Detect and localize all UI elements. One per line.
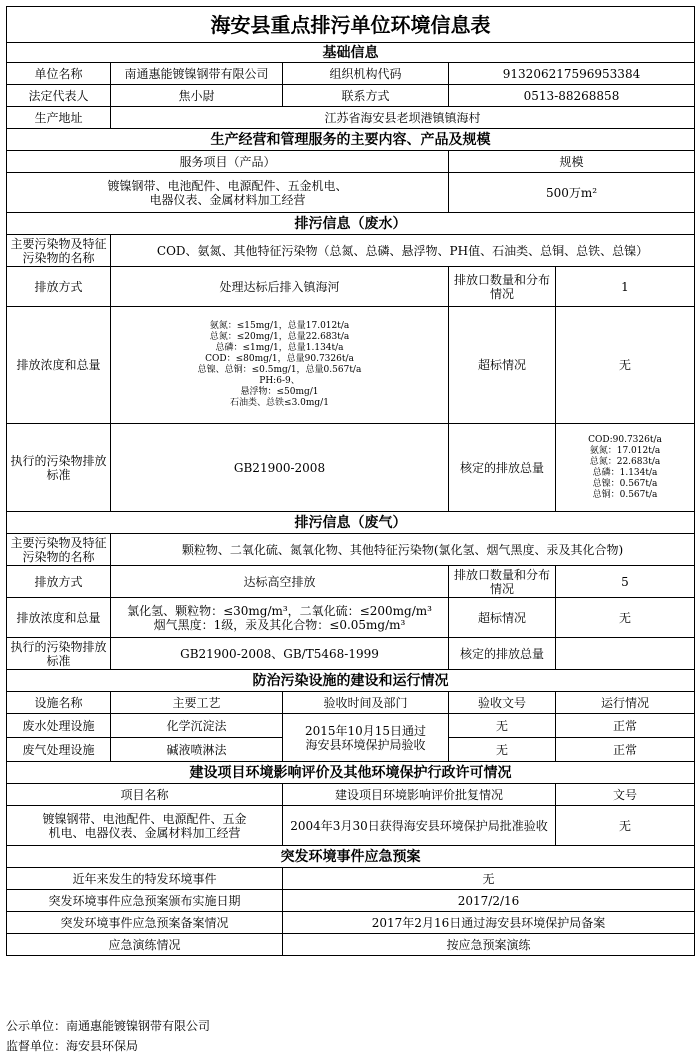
section-emergency: 突发环境事件应急预案	[7, 846, 695, 868]
facility-doc: 无	[449, 714, 556, 738]
air-conc-line: 烟气黑度：1级，汞及其化合物：≤0.05mg/m³	[153, 617, 406, 632]
section-exhaust-gas: 排污信息（废气）	[7, 512, 695, 534]
service-value	[7, 173, 449, 213]
section-business: 生产经营和管理服务的主要内容、产品及规模	[7, 129, 695, 151]
air-discharge-label: 排放方式	[7, 566, 111, 598]
air-approved-value	[556, 638, 695, 670]
page-title: 海安县重点排污单位环境信息表	[7, 7, 695, 43]
water-exceed-value: 无	[556, 307, 695, 424]
facility-header-doc: 验收文号	[449, 692, 556, 714]
water-approved-line: 总磷：1.134t/a	[592, 467, 658, 478]
facility-doc: 无	[449, 738, 556, 762]
eia-project-line: 机电、电器仪表、金属材料加工经营	[48, 825, 241, 840]
water-exceed-label: 超标情况	[449, 307, 556, 424]
water-approved-line: 氨氮：17.012t/a	[589, 445, 661, 456]
air-outlets-label: 排放口数量和分布情况	[449, 566, 556, 598]
emergency-label: 近年来发生的特发环境事件	[7, 868, 283, 890]
air-discharge-value: 达标高空排放	[111, 566, 449, 598]
section-wastewater: 排污信息（废水）	[7, 213, 695, 235]
table-row	[7, 912, 695, 934]
facility-header-acceptance: 验收时间及部门	[283, 692, 449, 714]
air-conc-label: 排放浓度和总量	[7, 598, 111, 638]
emergency-label: 应急演练情况	[7, 934, 283, 956]
air-approved-label: 核定的排放总量	[449, 638, 556, 670]
eia-project-line: 镀镍钢带、电池配件、电源配件、五金	[42, 811, 247, 826]
water-pollutants-label: 主要污染物及特征污染物的名称	[7, 235, 111, 267]
emergency-label: 突发环境事件应急预案备案情况	[7, 912, 283, 934]
water-conc-line: 总镍、总铜：≤0.5mg/1，总量0.567t/a	[197, 365, 362, 375]
service-label: 服务项目（产品）	[7, 151, 449, 173]
facility-name: 废气处理设施	[7, 738, 111, 762]
org-code-label: 组织机构代码	[283, 63, 449, 85]
facility-header-status: 运行情况	[556, 692, 695, 714]
publisher-line: 公示单位：南通惠能镀镍钢带有限公司	[6, 1019, 211, 1033]
section-basic-info: 基础信息	[7, 43, 695, 63]
emergency-value: 2017年2月16日通过海安县环境保护局备案	[283, 912, 695, 934]
emergency-label: 突发环境事件应急预案颁布实施日期	[7, 890, 283, 912]
address-label: 生产地址	[7, 107, 111, 129]
air-outlets-value: 5	[556, 566, 695, 598]
water-conc-value	[111, 307, 449, 424]
air-standard-value: GB21900-2008、GB/T5468-1999	[111, 638, 449, 670]
info-table	[6, 6, 695, 956]
footer	[6, 1016, 694, 1056]
address-value: 江苏省海安县老坝港镇镇海村	[111, 107, 695, 129]
service-line: 电器仪表、金属材料加工经营	[149, 192, 306, 207]
eia-project	[7, 806, 283, 846]
water-standard-label: 执行的污染物排放标准	[7, 424, 111, 512]
water-conc-line: PH:6-9、	[259, 376, 300, 386]
air-pollutants-value: 颗粒物、二氧化硫、氮氧化物、其他特征污染物(氯化氢、烟气黑度、汞及其化合物)	[111, 534, 695, 566]
table-row	[7, 868, 695, 890]
water-approved-line: 总铜：0.567t/a	[592, 489, 658, 500]
facility-name: 废水处理设施	[7, 714, 111, 738]
water-conc-label: 排放浓度和总量	[7, 307, 111, 424]
service-line: 镀镍钢带、电池配件、电源配件、五金机电、	[107, 178, 348, 193]
water-pollutants-value: COD、氨氮、其他特征污染物（总氮、总磷、悬浮物、PH值、石油类、总铜、总铁、总镍）	[111, 235, 695, 267]
water-conc-line: 总氮：≤20mg/1，总量22.683t/a	[209, 332, 350, 342]
legal-rep-value: 焦小尉	[111, 85, 283, 107]
facility-process: 碱液喷淋法	[111, 738, 283, 762]
unit-name-label: 单位名称	[7, 63, 111, 85]
water-approved-value	[556, 424, 695, 512]
supervisor-line: 监督单位：海安县环保局	[6, 1039, 139, 1053]
facility-header-process: 主要工艺	[111, 692, 283, 714]
water-approved-line: COD:90.7326t/a	[588, 434, 662, 445]
scale-label: 规模	[449, 151, 695, 173]
water-conc-line: 悬浮物：≤50mg/1	[240, 387, 319, 397]
water-standard-value: GB21900-2008	[111, 424, 449, 512]
water-approved-line: 总镍：0.567t/a	[592, 478, 658, 489]
air-conc-value	[111, 598, 449, 638]
air-exceed-value: 无	[556, 598, 695, 638]
legal-rep-label: 法定代表人	[7, 85, 111, 107]
air-pollutants-label: 主要污染物及特征污染物的名称	[7, 534, 111, 566]
eia-header-doc: 文号	[556, 784, 695, 806]
acceptance-line: 海安县环境保护局验收	[305, 737, 426, 752]
emergency-value: 2017/2/16	[283, 890, 695, 912]
contact-value: 0513-88268858	[449, 85, 695, 107]
environmental-info-sheet	[6, 6, 694, 1012]
facility-status: 正常	[556, 738, 695, 762]
facility-process: 化学沉淀法	[111, 714, 283, 738]
eia-doc: 无	[556, 806, 695, 846]
air-standard-label: 执行的污染物排放标准	[7, 638, 111, 670]
water-conc-line: 总磷：≤1mg/1，总量1.134t/a	[215, 343, 344, 353]
table-row	[7, 714, 695, 738]
section-facilities: 防治污染设施的建设和运行情况	[7, 670, 695, 692]
table-row	[7, 890, 695, 912]
unit-name-value: 南通惠能镀镍钢带有限公司	[111, 63, 283, 85]
org-code-value: 913206217596953384	[449, 63, 695, 85]
water-conc-line: 石油类、总铁≤3.0mg/1	[230, 398, 329, 408]
water-outlets-label: 排放口数量和分布情况	[449, 267, 556, 307]
eia-header-approval: 建设项目环境影响评价批复情况	[283, 784, 556, 806]
water-conc-line: 氨氮：≤15mg/1，总量17.012t/a	[209, 321, 350, 331]
water-approved-line: 总氮：22.683t/a	[589, 456, 661, 467]
eia-approval: 2004年3月30日获得海安县环境保护局批准验收	[283, 806, 556, 846]
water-discharge-value: 处理达标后排入镇海河	[111, 267, 449, 307]
water-conc-line: COD：≤80mg/1，总量90.7326t/a	[205, 354, 354, 364]
water-approved-label: 核定的排放总量	[449, 424, 556, 512]
acceptance-line: 2015年10月15日通过	[304, 723, 427, 738]
table-row	[7, 934, 695, 956]
water-outlets-value: 1	[556, 267, 695, 307]
emergency-value: 无	[283, 868, 695, 890]
water-discharge-label: 排放方式	[7, 267, 111, 307]
section-eia: 建设项目环境影响评价及其他环境保护行政许可情况	[7, 762, 695, 784]
facility-header-name: 设施名称	[7, 692, 111, 714]
scale-value: 500万m²	[449, 173, 695, 213]
contact-label: 联系方式	[283, 85, 449, 107]
facility-acceptance	[283, 714, 449, 762]
facility-status: 正常	[556, 714, 695, 738]
air-conc-line: 氯化氢、颗粒物：≤30mg/m³，二氧化硫：≤200mg/m³	[127, 603, 432, 618]
eia-header-project: 项目名称	[7, 784, 283, 806]
air-exceed-label: 超标情况	[449, 598, 556, 638]
emergency-value: 按应急预案演练	[283, 934, 695, 956]
